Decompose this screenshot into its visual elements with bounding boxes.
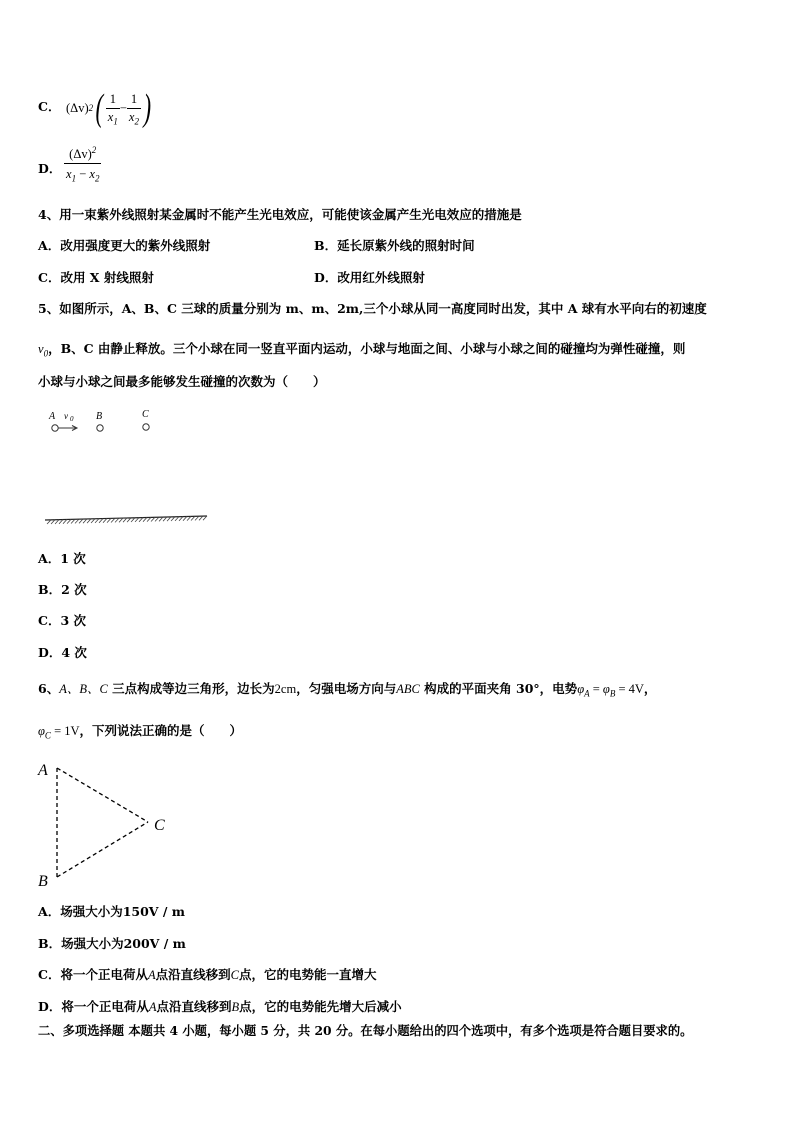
q6-option-b: B．场强大小为200V / m	[38, 936, 186, 951]
section-2-heading: 二、多项选择题 本题共 4 小题，每小题 5 分，共 20 分。在每小题给出的四个选项中，有多个选项是符合题目要求的。	[38, 1023, 693, 1038]
option-text: C．将一个正电荷从	[38, 967, 148, 982]
formula-exponent: 2	[91, 144, 97, 155]
denominator-term: x	[66, 166, 72, 181]
punctuation: ，	[643, 681, 657, 696]
q4-option-c: C．改用 X 射线照射	[38, 270, 154, 285]
subscript: B	[609, 688, 616, 699]
ball-a-label: A	[49, 411, 56, 422]
subscript: 1	[113, 116, 118, 126]
q4-option-b: B．延长原紫外线的照射时间	[314, 238, 475, 253]
velocity-label: v	[64, 411, 68, 421]
side-bc-dashed	[57, 822, 148, 877]
minus-sign: −	[76, 166, 90, 181]
option-text: 点，它的电势能一直增大	[238, 967, 377, 982]
q5-option-d: D．4 次	[38, 645, 87, 660]
stem-text: ，下列说法正确的是（ ）	[79, 723, 243, 738]
subscript: 2	[94, 173, 100, 183]
q6-option-c	[38, 969, 376, 982]
subscript: 1	[71, 173, 77, 183]
minus-sign: −	[119, 100, 127, 115]
right-paren: )	[143, 87, 152, 129]
side-ac-dashed	[57, 768, 148, 822]
point-label: C	[230, 968, 239, 982]
point-label: A	[148, 1000, 157, 1014]
q3-option-c-label: C．	[38, 99, 61, 114]
triangle-label: ABC	[396, 682, 420, 696]
velocity-symbol: v	[38, 342, 44, 356]
q4-stem: 4、用一束紫外线照射某金属时不能产生光电效应，可能使该金属产生光电效应的措施是	[38, 207, 522, 222]
ball-a	[52, 425, 58, 431]
q4-option-a: A．改用强度更大的紫外线照射	[38, 238, 211, 253]
ball-c-label: C	[142, 409, 149, 420]
phi-symbol: φ	[577, 682, 585, 696]
q5-stem-line3: 小球与小球之间最多能够发生碰撞的次数为（ ）	[38, 374, 326, 389]
potential-value: = 4V	[615, 682, 644, 696]
q4-option-d: D．改用红外线照射	[314, 270, 425, 285]
stem-text: 构成的平面夹角 30°，电势	[419, 681, 578, 696]
q5-option-a: A．1 次	[38, 551, 86, 566]
option-text: 点沿直线移到	[156, 999, 232, 1014]
q5-option-c: C．3 次	[38, 613, 86, 628]
stem-text: 三点构成等边三角形，边长为	[107, 681, 275, 696]
side-length: 2cm	[274, 682, 297, 696]
q6-option-d	[38, 1001, 402, 1014]
points-label: A、B、C	[59, 682, 108, 696]
denominator-term: x	[89, 166, 95, 181]
ball-c	[143, 424, 149, 430]
subscript: 2	[134, 116, 139, 126]
q5-stem-line1: 5、如图所示，A、B、C 三球的质量分别为 m、m、2m,三个小球从同一高度同时出发，其中 A 球有水平向右的初速度	[38, 301, 707, 316]
option-text: D．将一个正电荷从	[38, 999, 149, 1014]
vertex-c-label: C	[154, 817, 165, 834]
left-paren: (	[95, 87, 104, 129]
vertex-b-label: B	[38, 873, 48, 890]
subscript: A	[584, 688, 590, 699]
vertex-a-label: A	[38, 762, 48, 779]
q6-stem-line2	[38, 723, 243, 741]
fraction-numerator: 1	[109, 92, 116, 106]
q5-option-b: B．2 次	[38, 582, 87, 597]
fraction-denominator: x	[107, 109, 114, 124]
point-label: A	[147, 968, 156, 982]
subscript: C	[44, 730, 51, 741]
q3-option-c-formula: (Δv) 2 ( $\frac{1}{x_1}$ − $\frac{1}{x_2}$ )	[66, 87, 152, 129]
subscript: 0	[43, 348, 49, 359]
ball-b-label: B	[96, 411, 103, 422]
q3-option-d-label: D．	[38, 161, 62, 176]
phi-symbol: φ	[602, 682, 610, 696]
velocity-subscript: 0	[70, 415, 74, 423]
option-text: 点，它的电势能先增大后减小	[239, 999, 402, 1014]
phi-symbol: φ	[38, 724, 45, 738]
fraction-denominator: x	[128, 109, 135, 124]
stem-text: ，匀强电场方向与	[296, 681, 397, 696]
fraction-numerator: (Δv)	[69, 147, 92, 161]
ball-b	[97, 425, 103, 431]
q6-number: 6、	[38, 681, 60, 696]
option-text: 点沿直线移到	[155, 967, 231, 982]
q6-option-a: A．场强大小为150V / m	[38, 904, 185, 919]
formula-term: (Δv)	[66, 100, 89, 115]
q6-stem-line1	[38, 681, 657, 699]
potential-value: = 1V	[50, 724, 80, 738]
q5-stem-line2-text: ，B、C 由静止释放。三个小球在同一竖直平面内运动，小球与地面之间、小球与小球之间的碰撞均为弹性碰撞，则	[48, 341, 686, 356]
point-label: B	[231, 1000, 240, 1014]
fraction-numerator: 1	[130, 92, 138, 106]
equals-sign: =	[589, 682, 603, 696]
